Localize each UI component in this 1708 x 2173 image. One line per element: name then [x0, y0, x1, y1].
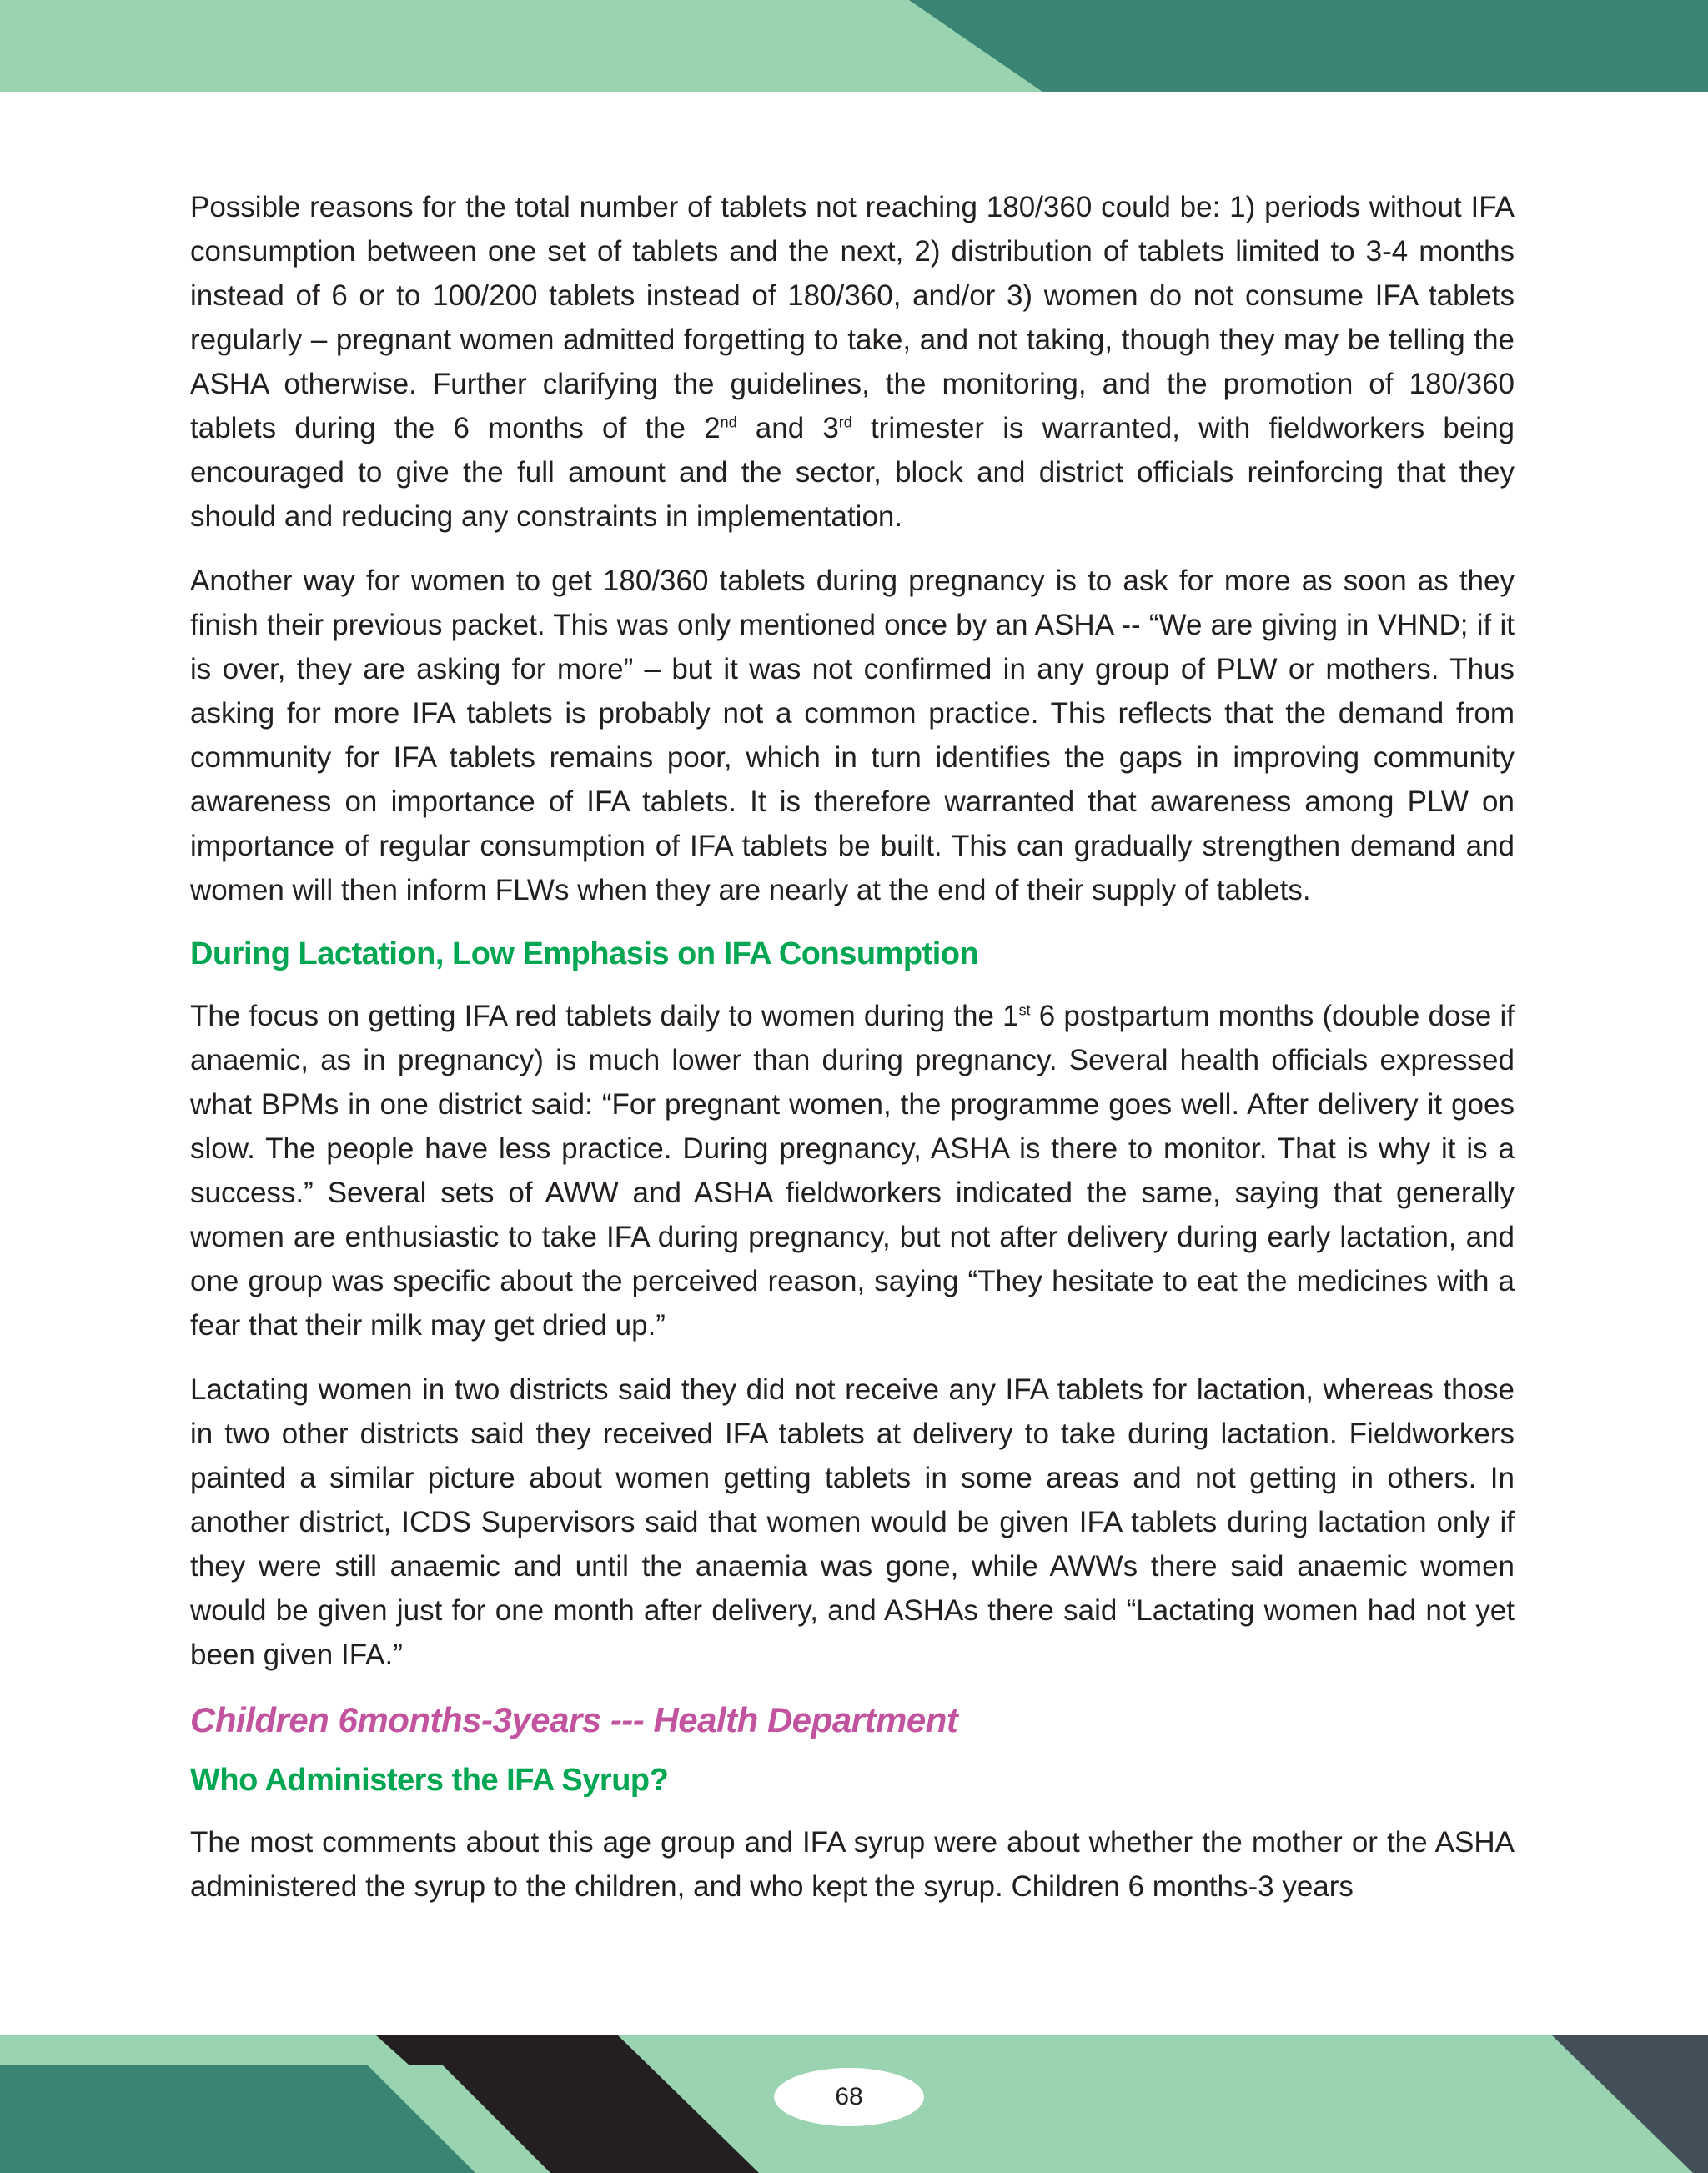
paragraph-text: The focus on getting IFA red tablets daily to women during the 1	[190, 1000, 1019, 1032]
paragraph-text: 6 postpartum months (double dose if anaemic, as in pregnancy) is much lower than during pregnancy. Several health officials expressed what BPMs in one district said: “For pregnant women, the programme goes well. After delivery it goes slow. The people have less practice. During pregnancy, ASHA is there to monitor. That is why it is a success.” Several sets of AWW and ASHA fieldworkers indicated the same, saying that generally women are enthusiastic to take IFA during pregnancy, but not after delivery during early lactation, and one group was specific about the perceived reason, saying “They hesitate to eat the medicines with a fear that their milk may get dried up.”	[190, 1000, 1515, 1342]
paragraph-asking-for-more: Another way for women to get 180/360 tablets during pregnancy is to ask for more as soon as they finish their previous packet. This was only mentioned once by an ASHA -- “We are giving in VHND; if it is over, they are asking for more” – but it was not confirmed in any group of PLW or mothers. Thus asking for more IFA tablets is probably not a common practice. This reflects that the demand from community for IFA tablets remains poor, which in turn identifies the gaps in improving community awareness on importance of IFA tablets. It is therefore warranted that awareness among PLW on importance of regular consumption of IFA tablets be built. This can gradually strengthen demand and women will then inform FLWs when they are nearly at the end of their supply of tablets.	[190, 565, 1515, 906]
paragraph-lactating-women: Lactating women in two districts said they did not receive any IFA tablets for lactation, whereas those in two other districts said they received IFA tablets at delivery to take during lactation. Fieldworkers painted a similar picture about women getting tablets in some areas and not getting in others. In another district, ICDS Supervisors said that women would be given IFA tablets during lactation only if they were still anaemic and until the anaemia was gone, while AWWs there said anaemic women would be given just for one month after delivery, and ASHAs there said “Lactating women had not yet been given IFA.”	[190, 1373, 1515, 1671]
paragraph-tablet-reasons	[190, 185, 1515, 539]
heading-ifa-syrup: Who Administers the IFA Syrup?	[190, 1763, 669, 1798]
paragraph-lactation-focus	[190, 994, 1515, 1347]
page-content	[190, 185, 1515, 1929]
superscript-nd: nd	[720, 414, 737, 431]
paragraph-text: Possible reasons for the total number of tablets not reaching 180/360 could be: 1) periods without IFA consumption between one set of tablets and the next, 2) distribution of tablets limited to 3-4 months instead of 6 or to 100/200 tablets instead of 180/360, and/or 3) women do not consume IFA tablets regularly – pregnant women admitted forgetting to take, and not taking, though they may be telling the ASHA otherwise. Further clarifying the guidelines, the monitoring, and the promotion of 180/360 tablets during the 6 months of the 2	[190, 191, 1515, 444]
heading-lactation: During Lactation, Low Emphasis on IFA Consumption	[190, 936, 979, 971]
paragraph-text: and 3	[736, 412, 839, 444]
header-band	[0, 0, 1708, 93]
heading-children-health-dept: Children 6months-3years --- Health Department	[190, 1700, 958, 1739]
page-number-badge	[774, 2068, 924, 2126]
superscript-rd: rd	[838, 414, 852, 431]
paragraph-syrup-comments: The most comments about this age group and IFA syrup were about whether the mother or the ASHA administered the syrup to the children, and who kept the syrup. Children 6 months-3 years	[190, 1826, 1515, 1903]
header-band-light-green	[0, 0, 1042, 92]
superscript-st: st	[1018, 1001, 1031, 1019]
page-number: 68	[835, 2083, 863, 2110]
header-band-dark-teal	[909, 0, 1708, 92]
paragraph-text: trimester is warranted, with fieldworkers being encouraged to give the full amount and the sector, block and district officials reinforcing that they should and reducing any constraints in implementation.	[190, 412, 1515, 533]
